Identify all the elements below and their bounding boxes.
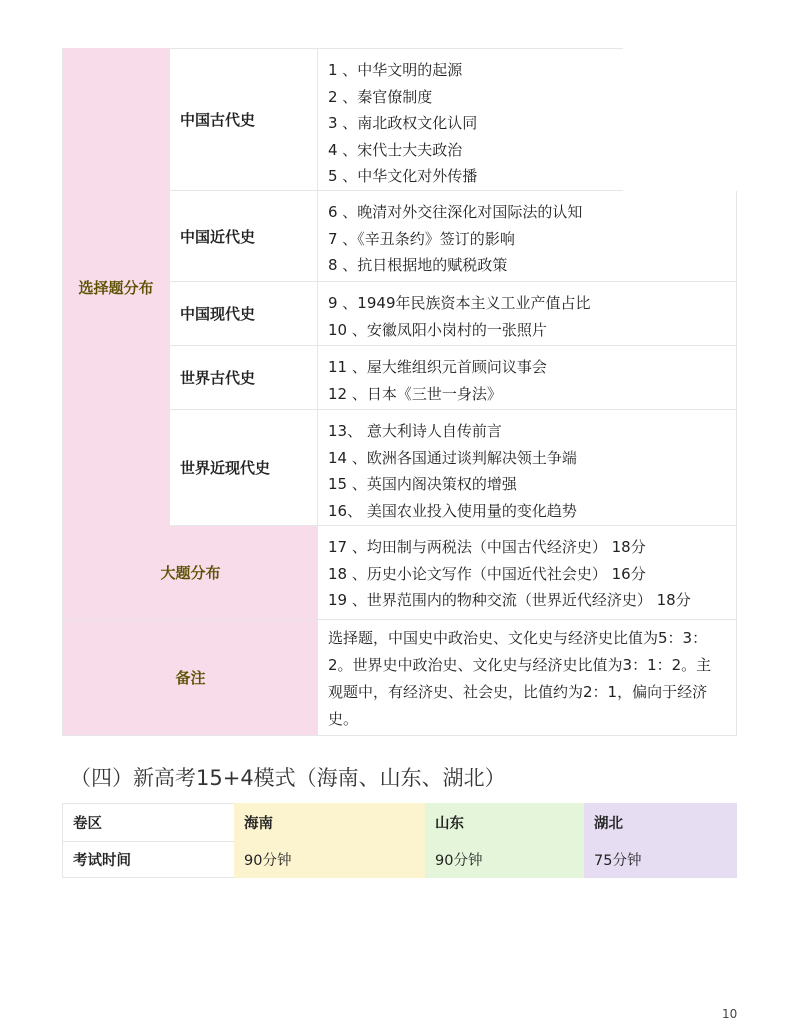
list-item: 6 、晚清对外交往深化对国际法的认知 bbox=[328, 203, 583, 221]
header-cell-shandong: 山东 bbox=[425, 803, 584, 841]
group-cell-ancient-china bbox=[170, 48, 318, 191]
group-cell-ancient-world bbox=[170, 346, 318, 410]
group-name: 中国现代史 bbox=[180, 305, 256, 323]
row-cell-hainan-time: 90分钟 bbox=[234, 841, 425, 878]
note-label-cell bbox=[62, 620, 318, 736]
list-item: 14 、欧洲各国通过谈判解决领土争端 bbox=[328, 448, 577, 467]
group-cell-modern-china bbox=[170, 191, 318, 282]
row-cell-shandong-time: 90分钟 bbox=[425, 841, 584, 878]
choice-question-label-cell bbox=[62, 48, 170, 526]
list-item: 2 、秦官僚制度 bbox=[328, 87, 433, 106]
list-item: 10 、安徽凤阳小岗村的一张照片 bbox=[328, 320, 547, 339]
list-item: 3 、南北政权文化认同 bbox=[328, 114, 478, 132]
list-item: 7 、《辛丑条约》签订的影响 bbox=[328, 229, 515, 248]
list-item: 4 、宋代士大夫政治 bbox=[328, 140, 463, 159]
list-item: 13、 意大利诗人自传前言 bbox=[328, 422, 502, 440]
note-text-cell bbox=[318, 620, 737, 736]
header-cell-hubei: 湖北 bbox=[584, 803, 737, 841]
items-cell-modern-china bbox=[318, 191, 737, 282]
list-item: 8 、抗日根据地的赋税政策 bbox=[328, 256, 508, 274]
list-item: 1 、中华文明的起源 bbox=[328, 61, 463, 79]
note-text: 选择题，中国史中政治史、文化史与经济史比值为5：3：2。世界史中政治史、文化史与经济史比值为3：1：2。主观题中，有经济史、社会史，比值约为2：1，偏向于经济史。 bbox=[328, 629, 712, 728]
items-cell-ancient-world bbox=[318, 346, 737, 410]
list-item: 19 、世界范围内的物种交流（世界近代经济史） 18分 bbox=[328, 591, 691, 609]
group-cell-modern-world bbox=[170, 410, 318, 526]
row-cell-hubei-time: 75分钟 bbox=[584, 841, 737, 878]
big-question-label: 大题分布 bbox=[160, 564, 221, 582]
list-item: 5 、中华文化对外传播 bbox=[328, 167, 478, 185]
group-cell-contemporary-china bbox=[170, 282, 318, 346]
note-label: 备注 bbox=[175, 669, 206, 687]
section-title: （四）新高考15+4模式（海南、山东、湖北） bbox=[70, 766, 506, 790]
row-cell-exam-time: 考试时间 bbox=[62, 841, 234, 878]
list-item: 18 、历史小论文写作（中国近代社会史） 16分 bbox=[328, 564, 646, 583]
page-number: 10 bbox=[722, 1007, 738, 1021]
items-cell-modern-world bbox=[318, 410, 737, 526]
group-name: 世界古代史 bbox=[180, 369, 256, 387]
choice-question-label: 选择题分布 bbox=[78, 278, 154, 297]
list-item: 16、 美国农业投入使用量的变化趋势 bbox=[328, 501, 577, 520]
big-question-items-cell bbox=[318, 526, 737, 620]
group-name: 中国近代史 bbox=[180, 227, 256, 246]
list-item: 9 、1949年民族资本主义工业产值占比 bbox=[328, 294, 591, 312]
list-item: 17 、均田制与两税法（中国古代经济史） 18分 bbox=[328, 538, 646, 556]
items-cell-contemporary-china bbox=[318, 282, 737, 346]
header-cell-hainan: 海南 bbox=[234, 803, 425, 841]
right-border-extension bbox=[622, 48, 737, 191]
header-cell-region: 卷区 bbox=[62, 803, 234, 841]
group-name: 中国古代史 bbox=[180, 111, 256, 129]
group-name: 世界近现代史 bbox=[180, 459, 271, 477]
list-item: 12 、日本《三世一身法》 bbox=[328, 384, 502, 403]
items-cell-ancient-china bbox=[318, 48, 623, 191]
list-item: 15 、英国内阁决策权的增强 bbox=[328, 475, 517, 493]
list-item: 11 、屋大维组织元首顾问议事会 bbox=[328, 358, 547, 376]
big-question-label-cell bbox=[62, 526, 318, 620]
